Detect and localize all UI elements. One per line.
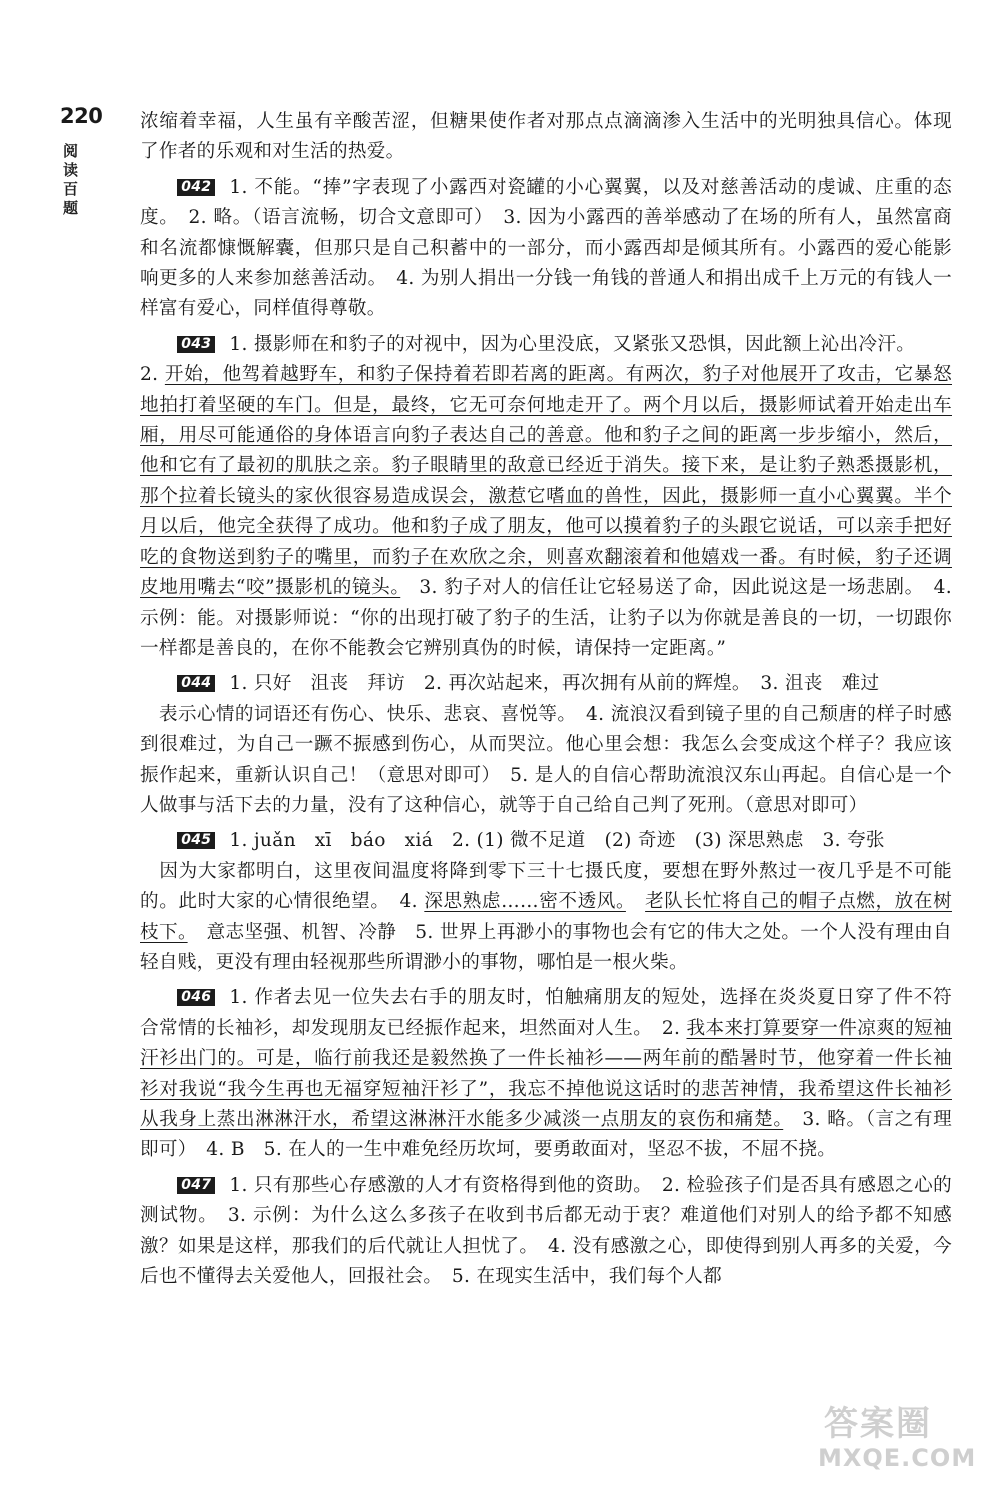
- spacer-text: [626, 891, 645, 912]
- answer-text-body: [140, 107, 952, 1297]
- underlined-quote: 开始，他驾着越野车，和豹子保持着若即若离的距离。有两次，豹子对他展开了攻击，它暴怒地拍打着坚硬的车门。但是，最终，它无可奈何地走开了。两个月以后，摄影师试着开始走出车厢，用尽可能通俗的身体语言向豹子表达自己的善意。他和豹子之间的距离一步步缩小，然后，他和它有了最初的肌肤之亲。豹子眼睛里的敌意已经近于消失。接下来，是让豹子熟悉摄影机，那个拉着长镜头的家伙很容易造成误会，激惹它嗜血的兽性，因此，摄影师一直小心翼翼。半个月以后，他完全获得了成功。他和豹子成了朋友，他可以摸着豹子的头跟它说话，可以亲手把好吃的食物送到豹子的嘴里，而豹子在欢欣之余，则喜欢翻滚着和他嬉戏一番。有时候，豹子还调皮地用嘴去“咬”摄影机的镜头。: [140, 364, 952, 599]
- question-number-tag: 047: [177, 1177, 215, 1194]
- underlined-quote: 老队长忙将自己的帽子点燃，放在树枝下。: [140, 891, 952, 943]
- page-number: 220: [60, 104, 103, 128]
- underlined-quote: 我本来打算要穿一件凉爽的短袖汗衫出门的。可是，临行前我还是毅然换了一件长袖衫——两年前的酷暑时节，他穿着一件长袖衫对我说“我今生再也无福穿短袖汗衫了”，我忘不掉他说这话时的悲苦神情，我希望这件长袖衫从我身上蒸出淋淋汗水，希望这淋淋汗水能多少减淡一点朋友的哀伤和痛楚。: [140, 1017, 953, 1130]
- answer-text: 1. 摄影师在和豹子的对视中，因为心里没底，又紧张又恐惧，因此额上沁出冷汗。: [229, 333, 916, 355]
- paragraph-continued: 浓缩着幸福，人生虽有辛酸苦涩，但糖果使作者对那点点滴滴渗入生活中的光明独具信心。体现了作者的乐观和对生活的热爱。: [140, 111, 952, 163]
- question-number-tag: 044: [177, 675, 215, 692]
- answer-block-044: [140, 669, 952, 821]
- answer-block-042: [140, 173, 952, 325]
- answer-text: 1. juǎn xī báo xiá 2. (1) 微不足道 (2) 奇迹 (3) 深思熟虑 3. 夸张: [229, 830, 885, 852]
- answer-text: 表示心情的词语还有伤心、快乐、悲哀、喜悦等。 4. 流浪汉看到镜子里的自己颓唐的样子时感到很难过，为自己一蹶不振感到伤心，从而哭泣。他心里会想：我怎么会变成这个样子？我应该振作起来，重新认识自己！（意思对即可） 5. 是人的自信心帮助流浪汉东山再起。自信心是一个人做事与活下去的力量，没有了这种信心，就等于自己给自己判了死刑。（意思对即可）: [140, 703, 952, 816]
- answer-block-047: [140, 1171, 952, 1293]
- answer-text: 1. 只有那些心存感激的人才有资格得到他的资助。 2. 检验孩子们是否具有感恩之心的测试物。 3. 示例：为什么这么多孩子在收到书后都无动于衷？难道他们对别人的给予都不知感激？如果是这样，那我们的后代就让人担忧了。 4. 没有感激之心，即使得到别人再多的关爱，今后也不懂得去关爱他人，回报社会。 5. 在现实生活中，我们每个人都: [140, 1174, 952, 1288]
- answer-block-043: [140, 330, 952, 664]
- answer-block-046: [140, 983, 952, 1165]
- question-number-tag: 043: [177, 336, 215, 353]
- answer-text: 因为大家都明白，这里夜间温度将降到零下三十七摄氏度，要想在野外熬过一夜几乎是不可能的。此时大家的心情很绝望。 4.: [140, 860, 952, 913]
- watermark-title: 答案圈: [824, 1404, 932, 1444]
- question-number-tag: 042: [177, 179, 215, 196]
- answer-text: 意志坚强、机智、冷静 5. 世界上再渺小的事物也会有它的伟大之处。一个人没有理由自轻自贱，更没有理由轻视那些所谓渺小的事物，哪怕是一根火柴。: [140, 921, 952, 973]
- answer-text: 3. 豹子对人的信任让它轻易送了命，因此说这是一场悲剧。 4. 示例：能。对摄影师说：“你的出现打破了豹子的生活，让豹子以为你就是善良的一切，一切跟你一样都是善良的，在你不能教会它辨别真伪的时候，请保持一定距离。”: [140, 577, 952, 659]
- answer-text: 1. 不能。“捧”字表现了小露西对瓷罐的小心翼翼，以及对慈善活动的虔诚、庄重的态度。 2. 略。（语言流畅，切合文意即可） 3. 因为小露西的善举感动了在场的所有人，虽然富商和名流都慷慨解囊，但那只是自己积蓄中的一部分，而小露西却是倾其所有。小露西的爱心能影响更多的人来参加慈善活动。 4. 为别人捐出一分钱一角钱的普通人和捐出成千上万元的有钱人一样富有爱心，同样值得尊敬。: [140, 176, 952, 320]
- watermark-logo: [818, 1396, 978, 1476]
- underlined-quote: 深思熟虑……密不透风。: [424, 891, 626, 913]
- question-number-tag: 046: [177, 989, 215, 1006]
- answer-item-number: 2.: [140, 364, 165, 386]
- watermark-url: MXQE.COM: [818, 1444, 977, 1472]
- answer-text: 1. 只好 沮丧 拜访 2. 再次站起来，再次拥有从前的辉煌。 3. 沮丧 难过: [229, 673, 880, 695]
- answer-text: 1. 作者去见一位失去右手的朋友时，怕触痛朋友的短处，选择在炎炎夏日穿了件不符合常情的长袖衫，却发现朋友已经振作起来，坦然面对人生。 2.: [140, 987, 952, 1039]
- answer-text: 3. 略。（言之有理即可） 4. B 5. 在人的一生中难免经历坎坷，要勇敢面对，坚忍不拔，不屈不挠。: [140, 1109, 953, 1161]
- answer-block-045: [140, 826, 952, 978]
- question-number-tag: 045: [177, 832, 215, 849]
- section-side-label: 阅读百题: [63, 142, 79, 217]
